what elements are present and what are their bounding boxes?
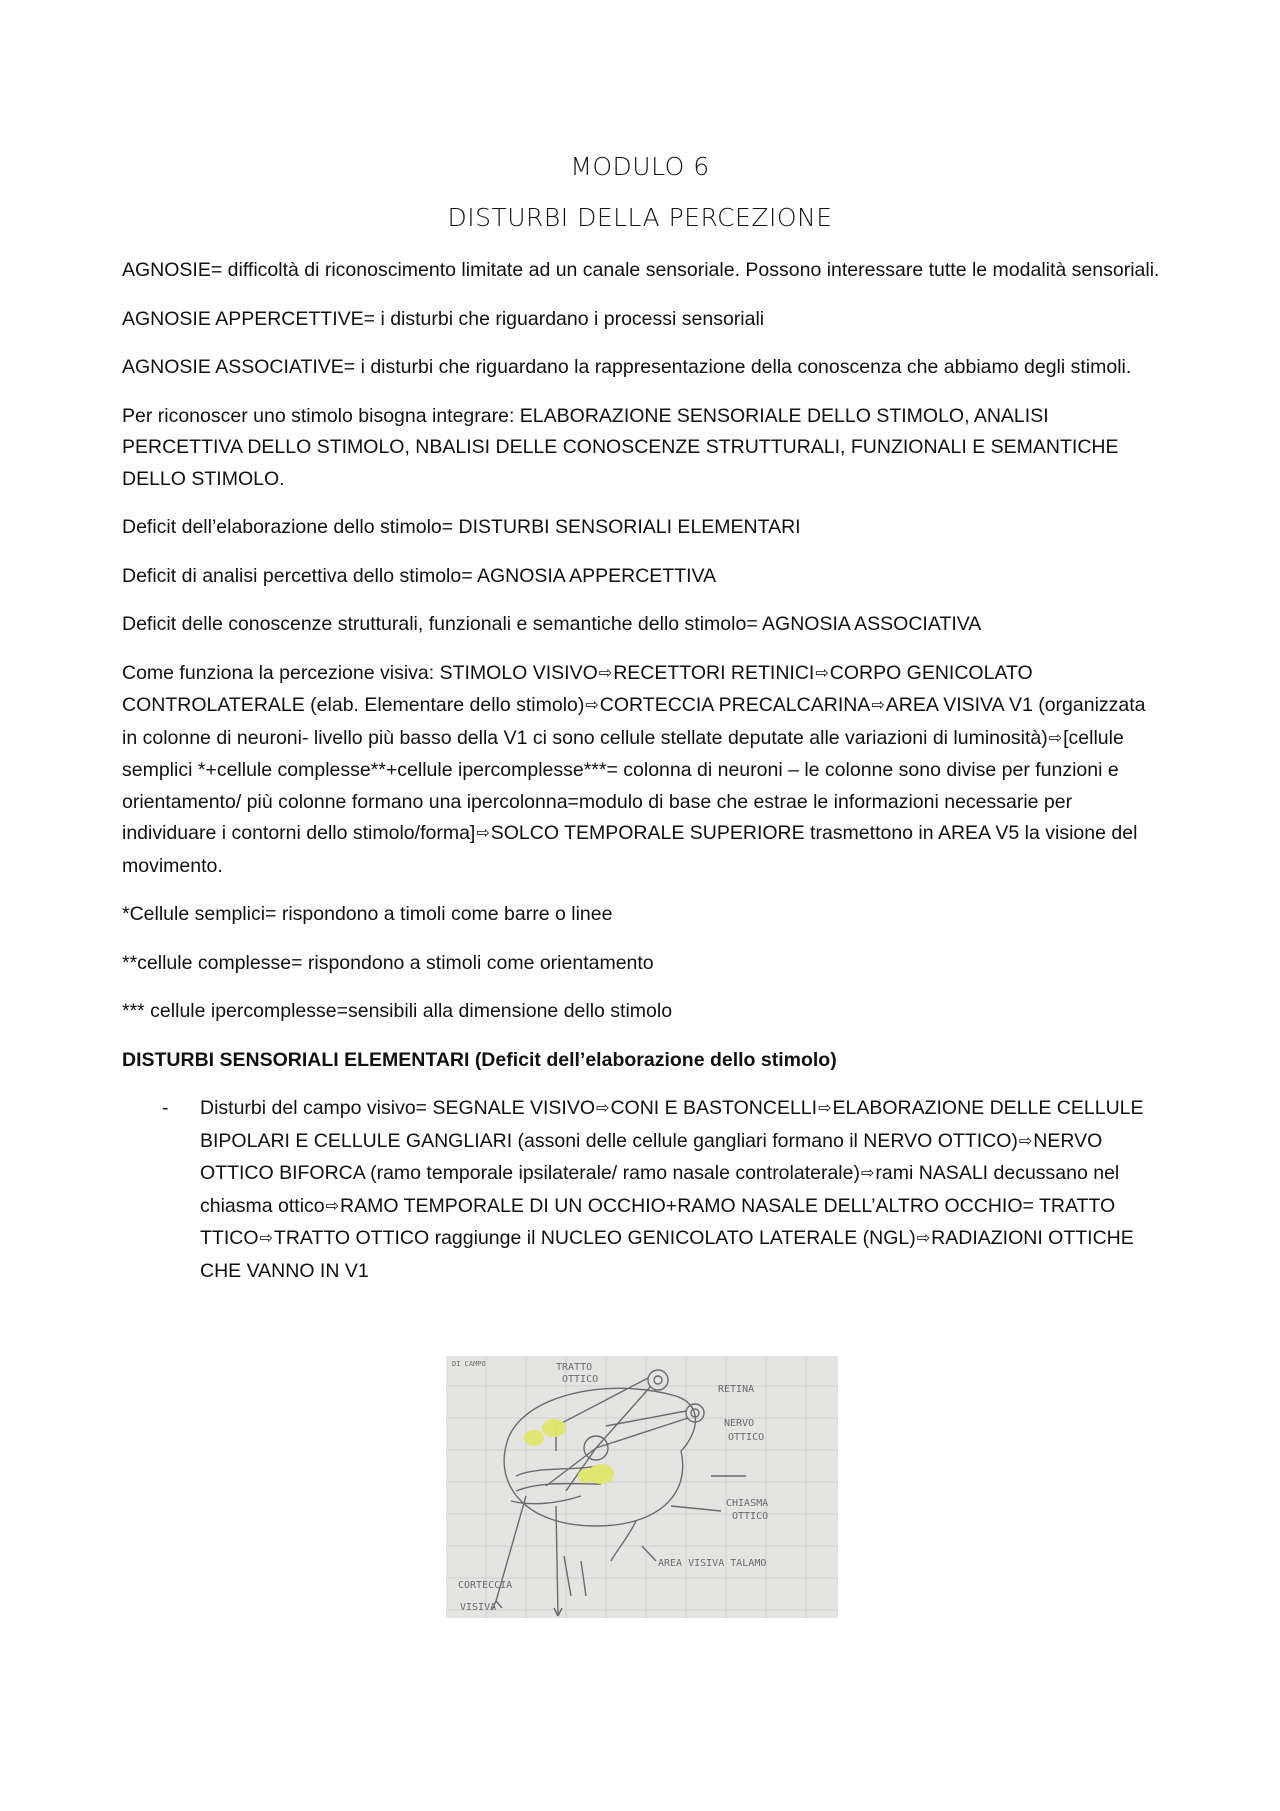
note-cellule-complesse: **cellule complesse= rispondono a stimoli come orientamento — [122, 951, 654, 974]
label-chiasma-ottico: OTTICO — [732, 1511, 769, 1522]
arrow-icon: ⇨ — [1018, 1132, 1033, 1150]
arrow-icon: ⇨ — [325, 1197, 340, 1215]
arrow-icon: ⇨ — [818, 1100, 832, 1117]
note-cellule-ipercomplesse: *** cellule ipercomplesse=sensibili alla dimensione dello stimolo — [122, 1000, 673, 1022]
list-item — [122, 1093, 1164, 1287]
campo-step-2: CONI E BASTONCELLI — [610, 1097, 818, 1119]
label-corner: DI CAMPO — [452, 1360, 486, 1368]
note-cellule-semplici: *Cellule semplici= rispondono a timoli come barre o linee — [122, 903, 613, 925]
label-retina: RETINA — [718, 1384, 755, 1395]
arrow-icon: ⇨ — [585, 697, 599, 714]
paragraph-appercettive: AGNOSIE APPERCETTIVE= i disturbi che riguardano i processi sensoriali — [122, 307, 765, 330]
visual-pathway-sketch — [446, 1356, 838, 1618]
arrow-icon: ⇨ — [871, 697, 885, 714]
label-visiva: VISIVA — [460, 1602, 497, 1613]
campo-step-6: RAMO TEMPORALE DI UN OCCHIO+RAMO NASALE DELL’ALTRO OCCHIO= TRATTO TTICO — [200, 1194, 1116, 1249]
paragraph-agnosie: AGNOSIE= difficoltà di riconoscimento limitate ad un canale sensoriale. Possono interessare tutte le modalità sensoriali. — [122, 259, 1160, 281]
page-title: MODULO 6 — [570, 152, 710, 181]
visione-step-3: CORPO GENICOLATO CONTROLATERALE (elab. Elementare dello stimolo) — [122, 661, 1033, 716]
arrow-icon: ⇨ — [598, 664, 613, 682]
campo-step-3: ELABORAZIONE DELLE CELLULE BIPOLARI E CELLULE GANGLIARI (assoni delle cellule gangliari formano il NERVO OTTICO) — [200, 1097, 1144, 1152]
label-nervo-ottico: OTTICO — [728, 1432, 765, 1443]
label-area-visiva: AREA VISIVA TALAMO — [658, 1558, 767, 1569]
label-tratto: TRATTO — [556, 1362, 593, 1373]
visione-step-7: SOLCO TEMPORALE SUPERIORE trasmettono in AREA V5 la visione del movimento. — [122, 822, 1138, 877]
campo-step-7: TRATTO OTTICO raggiunge il NUCLEO GENICOLATO LATERALE (NGL) — [273, 1227, 916, 1249]
arrow-icon: ⇨ — [259, 1230, 273, 1247]
page-subtitle: DISTURBI DELLA PERCEZIONE — [447, 203, 833, 232]
label-tratto-ottico: OTTICO — [562, 1374, 599, 1385]
section-heading: DISTURBI SENSORIALI ELEMENTARI (Deficit dell’elaborazione dello stimolo) — [122, 1048, 837, 1071]
label-chiasma: CHIASMA — [726, 1498, 769, 1509]
visione-step-5: AREA VISIVA V1 (organizzata in colonne di neuroni- livello più basso della V1 ci sono cellule stellate deputate alle variazioni di luminosità) — [122, 694, 1146, 749]
paragraph-associative: AGNOSIE ASSOCIATIVE= i disturbi che riguardano la rappresentazione della conoscenza che abbiamo degli stimoli. — [122, 356, 1132, 378]
label-nervo: NERVO — [724, 1418, 755, 1429]
arrow-icon: ⇨ — [1048, 729, 1063, 747]
paragraph-deficit-analisi: Deficit di analisi percettiva dello stimolo= AGNOSIA APPERCETTIVA — [122, 564, 717, 587]
arrow-icon: ⇨ — [815, 664, 829, 682]
visione-step-6: [cellule semplici *+cellule complesse**+cellule ipercomplesse***= colonna di neuroni – le colonne sono divise per funzioni e orientamento/ più colonne formano una ipercolonna=modulo di base che estrae le informazioni necessarie per individuare i contorni dello stimolo/forma] — [122, 726, 1124, 844]
document-body — [122, 255, 1164, 1299]
visione-step-1: Come funziona la percezione visiva: STIMOLO VISIVO — [122, 661, 598, 684]
campo-step-4: NERVO OTTICO BIFORCA (ramo temporale ipsilaterale/ ramo nasale controlaterale) — [200, 1129, 1103, 1184]
paragraph-percezione-visiva — [122, 658, 1164, 883]
campo-step-5: rami NASALI decussano nel chiasma ottico — [200, 1162, 1120, 1217]
paragraph-riconoscere: Per riconoscer uno stimolo bisogna integrare: ELABORAZIONE SENSORIALE DELLO STIMOLO, ANALISI PERCETTIVA DELLO STIMOLO, NBALISI DELLE CONOSCENZE STRUTTURALI, FUNZIONALI E SEMANTICHE DELLO STIMOLO. — [122, 404, 1119, 490]
visione-step-4: CORTECCIA PRECALCARINA — [599, 694, 871, 716]
campo-step-8: RADIAZIONI OTTICHE CHE VANNO IN V1 — [200, 1227, 1134, 1282]
label-corteccia: CORTECCIA — [458, 1580, 513, 1591]
visione-step-2: RECETTORI RETINICI — [613, 661, 815, 684]
list-bullet: - — [162, 1097, 169, 1119]
arrow-icon: ⇨ — [476, 825, 490, 842]
paragraph-deficit-conoscenze: Deficit delle conoscenze strutturali, funzionali e semantiche dello stimolo= AGNOSIA ASSOCIATIVA — [122, 613, 982, 635]
paragraph-deficit-elaborazione: Deficit dell’elaborazione dello stimolo= DISTURBI SENSORIALI ELEMENTARI — [122, 516, 801, 538]
arrow-icon: ⇨ — [916, 1230, 931, 1247]
arrow-icon: ⇨ — [860, 1165, 875, 1182]
arrow-icon: ⇨ — [596, 1100, 610, 1117]
campo-step-1: Disturbi del campo visivo= SEGNALE VISIVO — [200, 1097, 596, 1119]
